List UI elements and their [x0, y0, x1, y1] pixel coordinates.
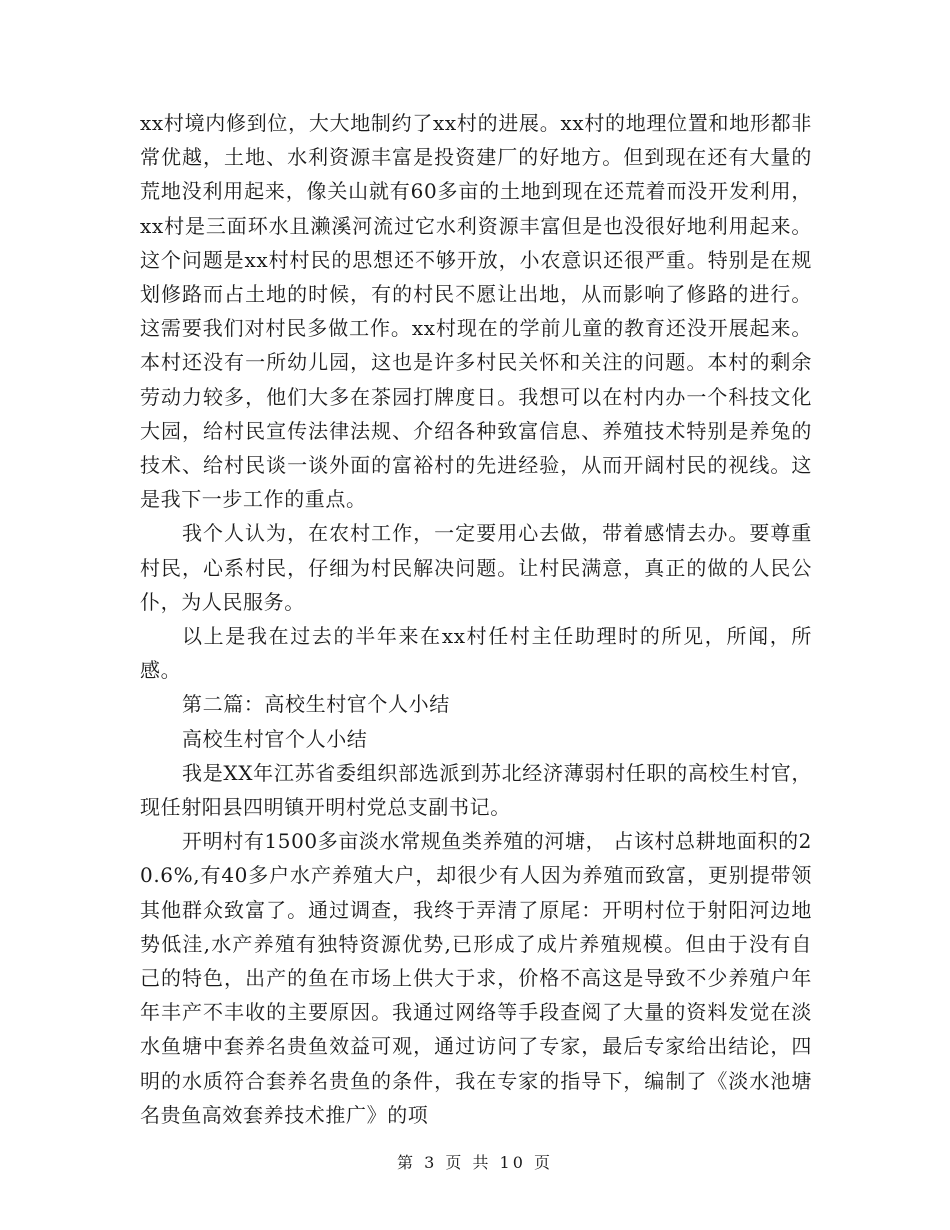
page-number-footer: 第 3 页 共 10 页: [397, 1153, 553, 1172]
paragraph-5: 开明村有1500多亩淡水常规鱼类养殖的河塘， 占该村总耕地面积的20.6%,有40多户水产养殖大户，却很少有人因为养殖而致富，更别提带领其他群众致富了。通过调查，我终于弄清了原尾：开明村位于射阳河边地势低洼,水产养殖有独特资源优势,已形成了成片养殖规模。但由于没有自己的特色，出产的鱼在市场上供大于求，价格不高这是导致不少养殖户年年丰产不丰收的主要原因。我通过网络等手段查阅了大量的资料发觉在淡水鱼塘中套养名贵鱼效益可观，通过访问了专家，最后专家给出结论，四明的水质符合套养名贵鱼的条件，我在专家的指导下，编制了《淡水池塘名贵鱼高效套养技术推广》的项: [140, 829, 812, 1127]
section-title: 高校生村官个人小结: [182, 726, 368, 751]
paragraph-2: 我个人认为，在农村工作，一定要用心去做，带着感情去办。要尊重村民，心系村民，仔细为村民解决问题。让村民满意，真正的做的人民公仆，为人民服务。: [140, 521, 812, 614]
document-body: [140, 106, 812, 1132]
paragraph-3: 以上是我在过去的半年来在xx村任村主任助理时的所见，所闻，所感。: [140, 624, 812, 683]
paragraph-4: 我是XX年江苏省委组织部选派到苏北经济薄弱村任职的高校生村官，现任射阳县四明镇开明村党总支副书记。: [140, 760, 812, 820]
section-heading: 第二篇：高校生村官个人小结: [182, 692, 450, 717]
paragraph-1: xx村境内修到位，大大地制约了xx村的进展。xx村的地理位置和地形都非常优越，土地、水利资源丰富是投资建厂的好地方。但到现在还有大量的荒地没利用起来，像关山就有60多亩的土地到现在还荒着而没开发利用，xx村是三面环水且濑溪河流过它水利资源丰富但是也没很好地利用起来。这个问题是xx村村民的思想还不够开放，小农意识还很严重。特别是在规划修路而占土地的时候，有的村民不愿让出地，从而影响了修路的进行。这需要我们对村民多做工作。xx村现在的学前儿童的教育还没开展起来。本村还没有一所幼儿园，这也是许多村民关怀和关注的问题。本村的剩余劳动力较多，他们大多在茶园打牌度日。我想可以在村内办一个科技文化大园，给村民宣传法律法规、介绍各种致富信息、养殖技术特别是养兔的技术、给村民谈一谈外面的富裕村的先进经验，从而开阔村民的视线。这是我下一步工作的重点。: [140, 111, 812, 512]
